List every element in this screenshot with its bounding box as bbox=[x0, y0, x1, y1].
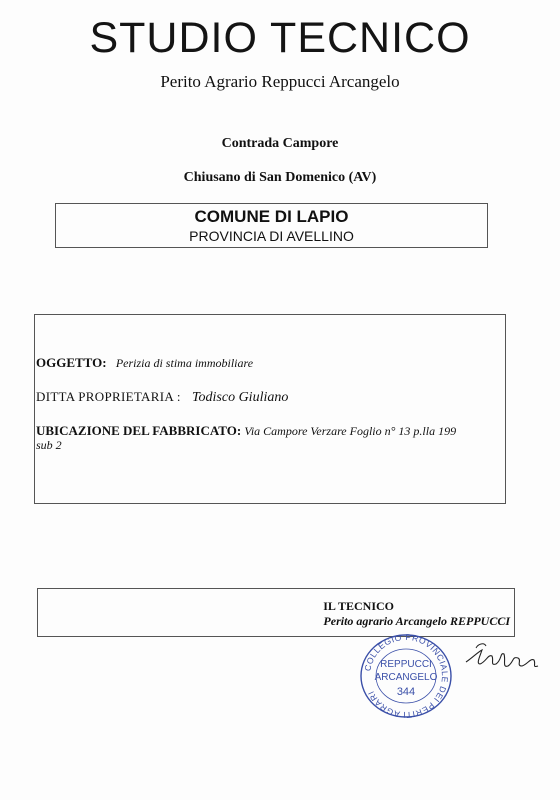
ditta-value: Todisco Giuliano bbox=[192, 390, 289, 405]
ubicazione-value-line-2: sub 2 bbox=[36, 438, 62, 452]
ubicazione-label: UBICAZIONE DEL FABBRICATO: bbox=[36, 423, 242, 438]
oggetto-value: Perizia di stima immobiliare bbox=[115, 356, 254, 370]
oggetto-row bbox=[36, 355, 253, 371]
ubicazione-row bbox=[36, 423, 456, 439]
handwritten-signature bbox=[462, 638, 542, 678]
details-box bbox=[34, 314, 506, 504]
signature-role: IL TECNICO bbox=[323, 599, 394, 613]
comune-box bbox=[55, 203, 488, 248]
stamp-ring-text: COLLEGIO PROVINCIALE DEI PERITI AGRARI bbox=[362, 633, 451, 719]
stamp-name-2: ARCANGELO bbox=[374, 672, 438, 683]
studio-subtitle: Perito Agrario Reppucci Arcangelo bbox=[160, 72, 400, 91]
ditta-label: DITTA PROPRIETARIA : bbox=[36, 389, 181, 404]
address-line-2: Chiusano di San Domenico (AV) bbox=[183, 170, 377, 185]
comune-name: COMUNE DI LAPIO bbox=[194, 207, 349, 226]
address-line-1: Contrada Campore bbox=[221, 136, 339, 151]
stamp-name-1: REPPUCCI bbox=[380, 659, 432, 670]
signature-box bbox=[37, 588, 515, 637]
oggetto-label: OGGETTO: bbox=[36, 355, 107, 370]
ubicazione-value: Via Campore Verzare Foglio n° 13 p.lla 199 bbox=[244, 424, 457, 438]
provincia-name: PROVINCIA DI AVELLINO bbox=[189, 228, 354, 244]
ditta-row bbox=[36, 389, 288, 406]
studio-title: STUDIO TECNICO bbox=[89, 14, 471, 62]
stamp-number: 344 bbox=[396, 686, 416, 698]
professional-stamp bbox=[358, 633, 454, 719]
signature-name: Perito agrario Arcangelo REPPUCCI bbox=[323, 614, 510, 628]
